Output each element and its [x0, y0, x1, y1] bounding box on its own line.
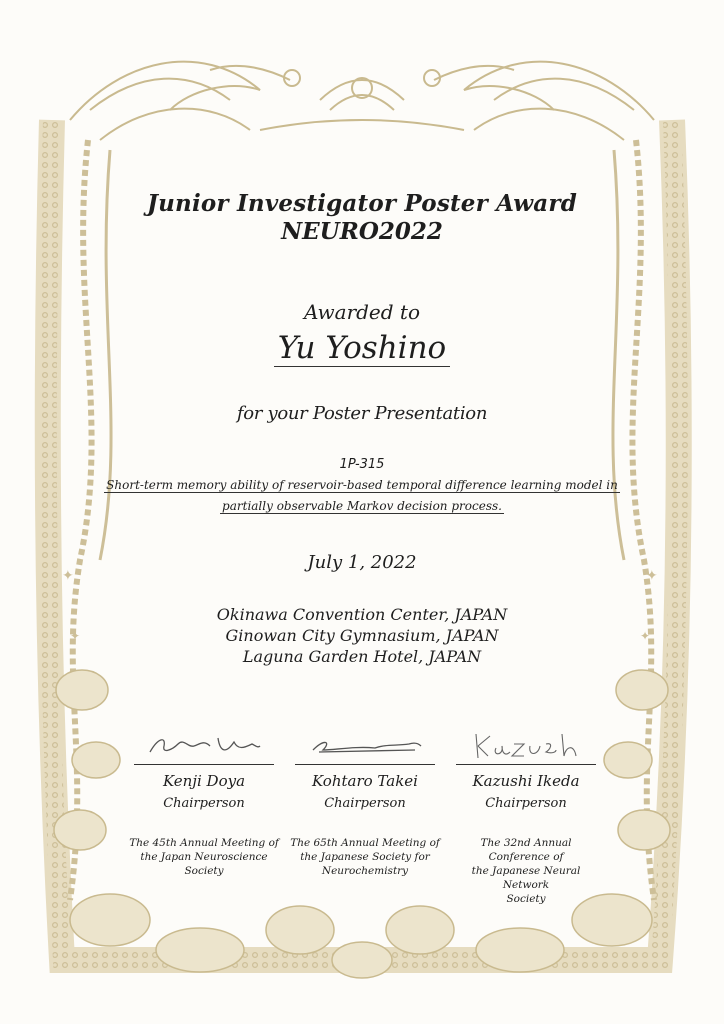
- organization-line: The 45th Annual Meeting of: [129, 837, 279, 849]
- signatory-role: Chairperson: [163, 796, 245, 811]
- handwritten-signature-takei: [305, 728, 425, 762]
- signatory-role: Chairperson: [485, 796, 567, 811]
- poster-title-text-1: Short-term memory ability of reservoir-based temporal difference learning model in: [106, 478, 618, 492]
- recipient-name-wrapper: [0, 330, 724, 366]
- organization-line: the Japan Neuroscience Society: [140, 851, 268, 877]
- signature-line: [456, 764, 596, 765]
- signatory-organization: [450, 836, 602, 906]
- organization-line: the Japanese Neural Network: [471, 865, 581, 891]
- signatory-name: Kenji Doya: [162, 772, 246, 790]
- signatory-organization: [128, 836, 280, 878]
- signature-line: [295, 764, 435, 765]
- poster-title-text-2: partially observable Markov decision process.: [222, 499, 502, 513]
- signature-line: [134, 764, 274, 765]
- signatory-name: Kohtaro Takei: [312, 772, 418, 790]
- poster-title-line-2: [0, 499, 724, 513]
- handwritten-signature-ikeda: [466, 728, 586, 762]
- venue-line-2: Ginowan City Gymnasium, JAPAN: [225, 626, 499, 645]
- handwritten-signature-doya: [144, 728, 264, 762]
- presentation-label: for your Poster Presentation: [236, 403, 488, 424]
- svg-text:✦: ✦: [70, 629, 81, 643]
- svg-text:✦: ✦: [62, 568, 74, 584]
- signatory-name: Kazushi Ikeda: [472, 772, 580, 790]
- poster-code: 1P-315: [339, 457, 385, 472]
- recipient-name: Yu Yoshino: [274, 330, 450, 367]
- organization-line: Society: [506, 893, 546, 905]
- poster-title-line-1: [0, 478, 724, 492]
- signatory-role: Chairperson: [324, 796, 406, 811]
- organization-line: The 65th Annual Meeting of: [290, 837, 440, 849]
- organization-line: The 32nd Annual Conference of: [480, 837, 572, 863]
- event-title: NEURO2022: [281, 218, 443, 245]
- award-date: July 1, 2022: [307, 552, 417, 573]
- venue-line-3: Laguna Garden Hotel, JAPAN: [242, 647, 482, 666]
- awarded-to-label: Awarded to: [303, 300, 421, 324]
- organization-line: the Japanese Society for: [300, 851, 430, 863]
- award-title: Junior Investigator Poster Award: [147, 190, 577, 217]
- venue-line-1: Okinawa Convention Center, JAPAN: [216, 605, 508, 624]
- organization-line: Neurochemistry: [321, 865, 409, 877]
- svg-text:✦: ✦: [640, 629, 651, 643]
- svg-text:✦: ✦: [646, 568, 658, 584]
- signatory-organization: [289, 836, 441, 878]
